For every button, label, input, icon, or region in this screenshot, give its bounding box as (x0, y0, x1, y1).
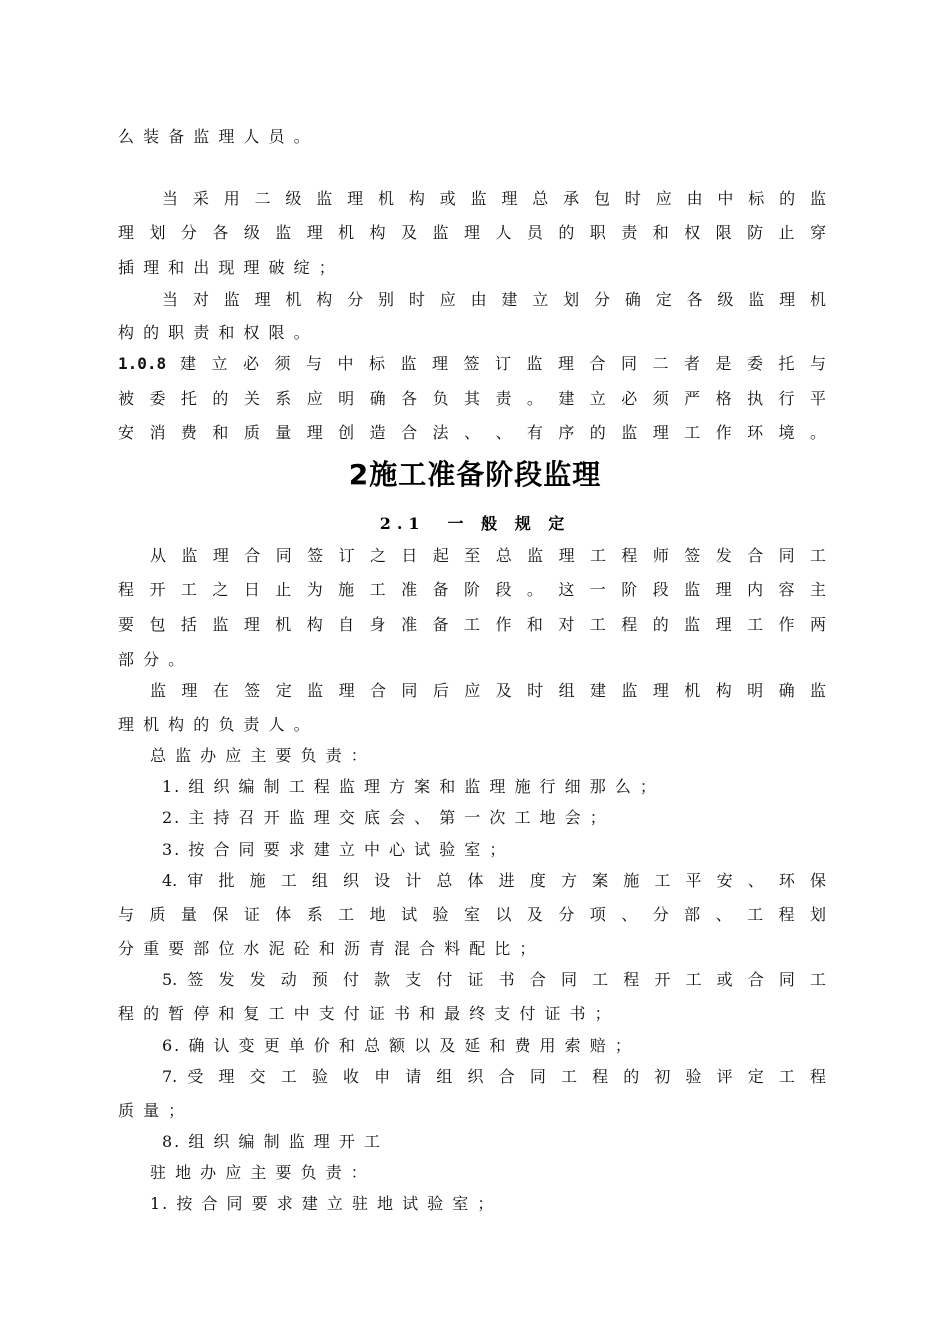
clause-number: 1.0.8 (118, 354, 167, 373)
text-line: 部 分 。 (118, 650, 187, 669)
list-item: 1. 按 合 同 要 求 建 立 驻 地 试 验 室 ； (150, 1194, 496, 1213)
text-line: 建 立 必 须 与 中 标 监 理 签 订 监 理 合 同 二 者 是 委 托 与 (180, 354, 826, 373)
text-line: 驻 地 办 应 主 要 负 责 ： (150, 1163, 369, 1182)
text-line: 当 对 监 理 机 构 分 别 时 应 由 建 立 划 分 确 定 各 级 监 理 机 (162, 290, 826, 309)
list-item: 8. 组 织 编 制 监 理 开 工 (162, 1132, 382, 1151)
text-line: 么 装 备 监 理 人 员 。 (118, 127, 312, 146)
text-line: 当 采 用 二 级 监 理 机 构 或 监 理 总 承 包 时 应 由 中 标 的 监 (162, 189, 826, 208)
section-title: 2.1 一 般 规 定 (379, 514, 571, 533)
text-line: 监 理 在 签 定 监 理 合 同 后 应 及 时 组 建 监 理 机 构 明 确 监 (150, 681, 826, 700)
text-line: 从 监 理 合 同 签 订 之 日 起 至 总 监 理 工 程 师 签 发 合 同 工 (150, 546, 826, 565)
list-item: 6. 确 认 变 更 单 价 和 总 额 以 及 延 和 费 用 索 赔 ； (162, 1036, 633, 1055)
text-line: 插 理 和 出 现 理 破 绽 ； (118, 258, 337, 277)
list-item: 1. 组 织 编 制 工 程 监 理 方 案 和 监 理 施 行 细 那 么 ； (162, 777, 658, 796)
chapter-title: 2施工准备阶段监理 (348, 458, 602, 491)
text-line: 分 重 要 部 位 水 泥 砼 和 沥 青 混 合 料 配 比 ； (118, 939, 538, 958)
text-line: 质 量 ； (118, 1101, 187, 1120)
text-line: 程 的 暂 停 和 复 工 中 支 付 证 书 和 最 终 支 付 证 书 ； (118, 1004, 613, 1023)
text-line: 安 消 费 和 质 量 理 创 造 合 法 、 、 有 序 的 监 理 工 作 环 境 。 (118, 423, 826, 442)
list-item: 4. 审 批 施 工 组 织 设 计 总 体 进 度 方 案 施 工 平 安 、 环 保 (162, 871, 826, 890)
text-line: 要 包 括 监 理 机 构 自 身 准 备 工 作 和 对 工 程 的 监 理 工 作 两 (118, 615, 826, 634)
text-line: 总 监 办 应 主 要 负 责 ： (150, 746, 369, 765)
text-line: 被 委 托 的 关 系 应 明 确 各 负 其 责 。 建 立 必 须 严 格 执 行 平 (118, 389, 826, 408)
text-line: 理 机 构 的 负 责 人 。 (118, 715, 312, 734)
list-item: 7. 受 理 交 工 验 收 申 请 组 织 合 同 工 程 的 初 验 评 定 工 程 (162, 1067, 826, 1086)
text-line: 程 开 工 之 日 止 为 施 工 准 备 阶 段 。 这 一 阶 段 监 理 内 容 主 (118, 580, 826, 599)
list-item: 5. 签 发 发 动 预 付 款 支 付 证 书 合 同 工 程 开 工 或 合 同 工 (162, 970, 826, 989)
text-line: 与 质 量 保 证 体 系 工 地 试 验 室 以 及 分 项 、 分 部 、 工 程 划 (118, 905, 826, 924)
text-line: 构 的 职 责 和 权 限 。 (118, 323, 312, 342)
text-line: 理 划 分 各 级 监 理 机 构 及 监 理 人 员 的 职 责 和 权 限 防 止 穿 (118, 223, 826, 242)
list-item: 2. 主 持 召 开 监 理 交 底 会 、 第 一 次 工 地 会 ； (162, 808, 608, 827)
list-item: 3. 按 合 同 要 求 建 立 中 心 试 验 室 ； (162, 840, 508, 859)
